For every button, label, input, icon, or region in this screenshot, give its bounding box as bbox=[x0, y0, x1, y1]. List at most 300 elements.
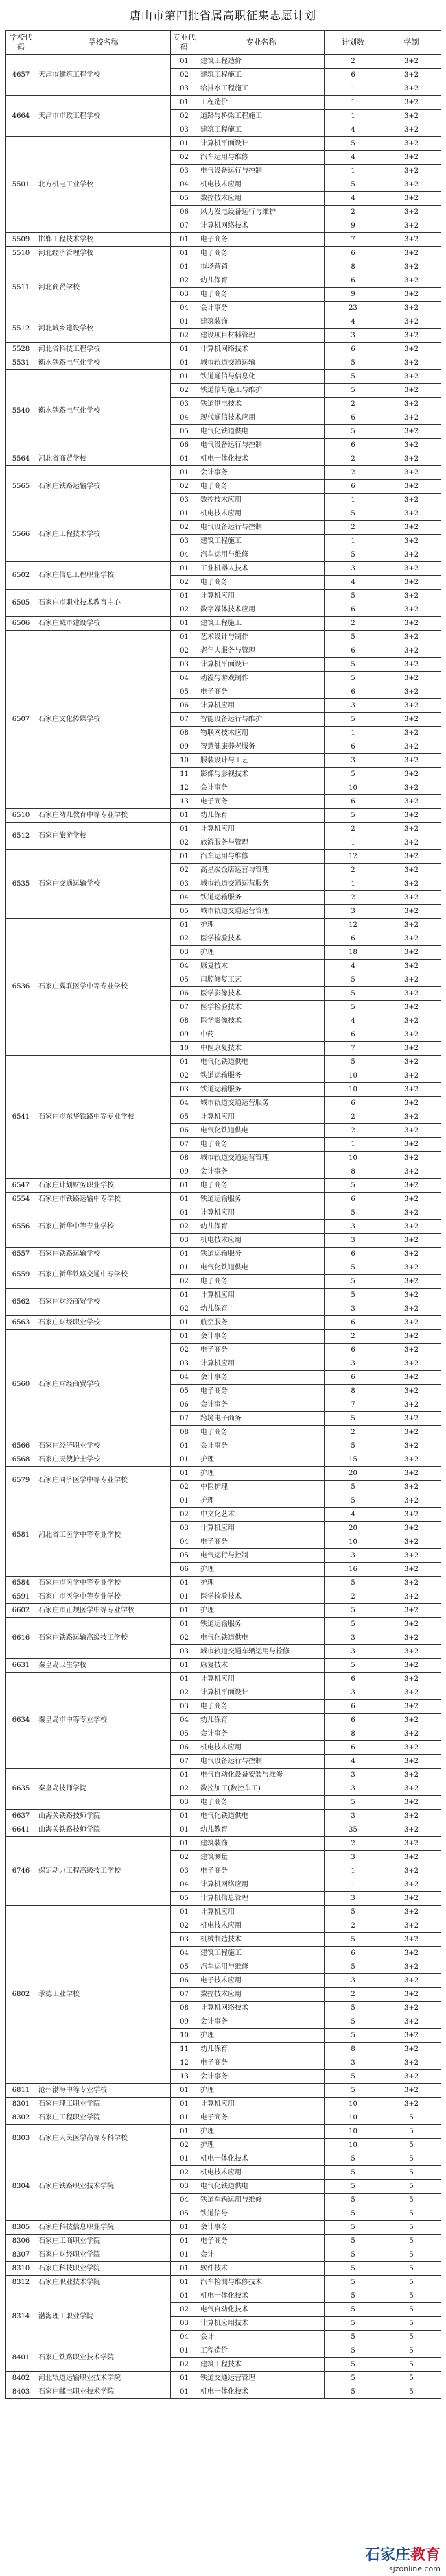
major-name-cell: 铁道运输服务 bbox=[198, 1083, 325, 1097]
major-name-cell: 机电技术应用 bbox=[198, 507, 325, 521]
length-cell: 5 bbox=[382, 2372, 441, 2385]
major-name-cell: 数字媒体技术应用 bbox=[198, 603, 325, 617]
major-name-cell: 铁道运输服务 bbox=[198, 1248, 325, 1261]
table-row bbox=[6, 2344, 441, 2358]
plan-count-cell: 6 bbox=[325, 1371, 382, 1385]
major-code-cell: 01 bbox=[171, 96, 198, 110]
length-cell: 5 bbox=[382, 2289, 441, 2303]
major-code-cell: 01 bbox=[171, 356, 198, 370]
major-name-cell: 电子商务 bbox=[198, 685, 325, 699]
plan-count-cell: 5 bbox=[325, 987, 382, 1001]
plan-count-cell: 5 bbox=[325, 2331, 382, 2344]
major-name-cell: 机电技术应用 bbox=[198, 1919, 325, 1933]
plan-count-cell: 10 bbox=[325, 1069, 382, 1083]
school-name-cell: 石家庄幼儿教育中等专业学校 bbox=[36, 809, 171, 823]
major-name-cell: 电子商务 bbox=[198, 1275, 325, 1289]
plan-count-cell: 5 bbox=[325, 590, 382, 603]
length-cell: 3+2 bbox=[382, 398, 441, 411]
major-name-cell: 老年人服务与管理 bbox=[198, 644, 325, 658]
major-name-cell: 旅游服务与管理 bbox=[198, 836, 325, 850]
length-cell: 3+2 bbox=[382, 1769, 441, 1782]
major-code-cell: 01 bbox=[171, 2125, 198, 2139]
major-name-cell: 医学检验技术 bbox=[198, 1001, 325, 1014]
length-cell: 3+2 bbox=[382, 1138, 441, 1152]
length-cell: 3+2 bbox=[382, 1481, 441, 1494]
major-name-cell: 计算机应用 bbox=[198, 1206, 325, 1220]
length-cell: 3+2 bbox=[382, 411, 441, 425]
school-code-cell: 6554 bbox=[6, 1193, 36, 1206]
major-code-cell: 06 bbox=[171, 439, 198, 452]
plan-count-cell: 5 bbox=[325, 768, 382, 781]
major-code-cell: 03 bbox=[171, 2180, 198, 2194]
major-code-cell: 02 bbox=[171, 110, 198, 123]
major-code-cell: 01 bbox=[171, 1577, 198, 1590]
length-cell: 3+2 bbox=[382, 973, 441, 987]
plan-count-cell: 18 bbox=[325, 946, 382, 960]
major-name-cell: 建筑工程造价 bbox=[198, 55, 325, 69]
length-cell: 3+2 bbox=[382, 1823, 441, 1837]
plan-count-cell: 6 bbox=[325, 247, 382, 260]
length-cell: 3+2 bbox=[382, 672, 441, 685]
school-code-cell: 8401 bbox=[6, 2344, 36, 2372]
plan-count-cell: 2 bbox=[325, 1988, 382, 2002]
plan-count-cell: 15 bbox=[325, 1453, 382, 1467]
school-code-cell: 6536 bbox=[6, 919, 36, 1056]
plan-count-cell: 5 bbox=[325, 1796, 382, 1810]
plan-count-cell: 7 bbox=[325, 1398, 382, 1412]
plan-count-cell: 2 bbox=[325, 398, 382, 411]
major-code-cell: 08 bbox=[171, 1426, 198, 1439]
major-code-cell: 01 bbox=[171, 1837, 198, 1851]
major-name-cell: 电子商务 bbox=[198, 2235, 325, 2248]
major-code-cell: 02 bbox=[171, 329, 198, 343]
plan-count-cell: 5 bbox=[325, 2029, 382, 2043]
length-cell: 3+2 bbox=[382, 2070, 441, 2084]
plan-count-cell: 5 bbox=[325, 1933, 382, 1947]
school-name-cell: 石家庄铁路运输学校 bbox=[36, 1248, 171, 1261]
major-name-cell: 电气设备运行与控制 bbox=[198, 165, 325, 178]
plan-count-cell: 4 bbox=[325, 576, 382, 590]
table-row bbox=[6, 1590, 441, 1604]
major-name-cell: 服装设计与工艺 bbox=[198, 754, 325, 768]
length-cell: 3+2 bbox=[382, 562, 441, 576]
school-code-cell: 6566 bbox=[6, 1439, 36, 1453]
major-name-cell: 高星级饭店运营与管理 bbox=[198, 864, 325, 877]
length-cell: 3+2 bbox=[382, 1892, 441, 1906]
major-name-cell: 电气设备运行与控制 bbox=[198, 439, 325, 452]
school-code-cell: 8302 bbox=[6, 2111, 36, 2125]
length-cell: 5 bbox=[382, 2180, 441, 2194]
length-cell: 3+2 bbox=[382, 151, 441, 165]
plan-count-cell: 4 bbox=[325, 960, 382, 973]
plan-count-cell: 5 bbox=[325, 1604, 382, 1618]
plan-count-cell: 2 bbox=[325, 891, 382, 905]
major-name-cell: 给排水工程施工 bbox=[198, 82, 325, 96]
length-cell: 3+2 bbox=[382, 247, 441, 260]
plan-count-cell: 1 bbox=[325, 1864, 382, 1878]
major-name-cell: 建筑装饰 bbox=[198, 1837, 325, 1851]
school-name-cell: 石家庄文化传媒学校 bbox=[36, 631, 171, 809]
major-name-cell: 计算机应用 bbox=[198, 1522, 325, 1535]
plan-count-cell: 5 bbox=[325, 2262, 382, 2276]
school-name-cell: 石家庄财经商贸学校 bbox=[36, 1289, 171, 1316]
plan-count-cell: 4 bbox=[325, 192, 382, 206]
length-cell: 3+2 bbox=[382, 2029, 441, 2043]
major-name-cell: 计算机应用 bbox=[198, 1289, 325, 1302]
major-code-cell: 02 bbox=[171, 1275, 198, 1289]
length-cell: 3+2 bbox=[382, 1988, 441, 2002]
length-cell: 3+2 bbox=[382, 1563, 441, 1577]
plan-count-cell: 2 bbox=[325, 521, 382, 535]
major-code-cell: 02 bbox=[171, 644, 198, 658]
school-name-cell: 石家庄工程技术学校 bbox=[36, 507, 171, 562]
school-name-cell: 石家庄新华中等专业学校 bbox=[36, 1206, 171, 1248]
plan-count-cell: 3 bbox=[325, 1974, 382, 1988]
major-name-cell: 城市轨道交通运营管理 bbox=[198, 1152, 325, 1165]
plan-count-cell: 1 bbox=[325, 96, 382, 110]
major-name-cell: 电子商务 bbox=[198, 247, 325, 260]
major-name-cell: 会计事务 bbox=[198, 781, 325, 795]
major-name-cell: 铁道运输服务 bbox=[198, 1193, 325, 1206]
length-cell: 3+2 bbox=[382, 274, 441, 288]
school-code-cell: 6507 bbox=[6, 631, 36, 809]
length-cell: 5 bbox=[382, 2331, 441, 2344]
major-name-cell: 电气自动化技术 bbox=[198, 2303, 325, 2317]
major-code-cell: 03 bbox=[171, 877, 198, 891]
plan-count-cell: 6 bbox=[325, 274, 382, 288]
major-code-cell: 07 bbox=[171, 1412, 198, 1426]
plan-count-cell: 6 bbox=[325, 1947, 382, 1960]
major-name-cell: 建筑工程施工 bbox=[198, 123, 325, 137]
length-cell: 3+2 bbox=[382, 1042, 441, 1056]
school-code-cell: 5540 bbox=[6, 370, 36, 452]
length-cell: 3+2 bbox=[382, 288, 441, 302]
length-cell: 3+2 bbox=[382, 1974, 441, 1988]
school-name-cell: 石家庄科技职业学院 bbox=[36, 2262, 171, 2276]
length-cell: 3+2 bbox=[382, 768, 441, 781]
plan-count-cell: 6 bbox=[325, 1097, 382, 1110]
plan-count-cell: 2 bbox=[325, 1110, 382, 1124]
length-cell: 3+2 bbox=[382, 548, 441, 562]
major-code-cell: 02 bbox=[171, 2166, 198, 2180]
length-cell: 5 bbox=[382, 2317, 441, 2331]
major-code-cell: 05 bbox=[171, 192, 198, 206]
plan-count-cell: 6 bbox=[325, 1714, 382, 1727]
plan-count-cell: 5 bbox=[325, 672, 382, 685]
length-cell: 3+2 bbox=[382, 1234, 441, 1248]
length-cell: 3+2 bbox=[382, 384, 441, 398]
major-code-cell: 02 bbox=[171, 1302, 198, 1316]
major-name-cell: 计算机网络技术 bbox=[198, 219, 325, 233]
school-name-cell: 北方机电工业学校 bbox=[36, 137, 171, 233]
major-code-cell: 01 bbox=[171, 1618, 198, 1631]
length-cell: 3+2 bbox=[382, 2098, 441, 2111]
length-cell: 3+2 bbox=[382, 1001, 441, 1014]
major-name-cell: 机电技术应用 bbox=[198, 1741, 325, 1755]
major-name-cell: 数控技术应用 bbox=[198, 494, 325, 507]
plan-count-cell: 12 bbox=[325, 919, 382, 932]
length-cell: 3+2 bbox=[382, 2015, 441, 2029]
length-cell: 3+2 bbox=[382, 233, 441, 247]
major-name-cell: 铁道运输服务 bbox=[198, 1618, 325, 1631]
plan-count-cell: 4 bbox=[325, 123, 382, 137]
major-code-cell: 05 bbox=[171, 1385, 198, 1398]
school-name-cell: 石家庄财经商贸学校 bbox=[36, 1330, 171, 1439]
plan-count-cell: 5 bbox=[325, 2207, 382, 2221]
major-name-cell: 铁道运输服务 bbox=[198, 891, 325, 905]
table-row bbox=[6, 2221, 441, 2235]
school-code-cell: 5531 bbox=[6, 356, 36, 370]
length-cell: 3+2 bbox=[382, 809, 441, 823]
table-row bbox=[6, 1056, 441, 1069]
length-cell: 3+2 bbox=[382, 932, 441, 946]
major-name-cell: 铁道交通运营管理 bbox=[198, 2372, 325, 2385]
length-cell: 3+2 bbox=[382, 877, 441, 891]
plan-count-cell: 3 bbox=[325, 1234, 382, 1248]
major-name-cell: 城市轨道交通车辆运用与检修 bbox=[198, 1645, 325, 1659]
plan-count-cell: 5 bbox=[325, 425, 382, 439]
plan-count-cell: 5 bbox=[325, 1481, 382, 1494]
school-code-cell: 6556 bbox=[6, 1206, 36, 1248]
major-code-cell: 02 bbox=[171, 2358, 198, 2372]
major-code-cell: 07 bbox=[171, 219, 198, 233]
major-name-cell: 工程造价 bbox=[198, 96, 325, 110]
plan-count-cell: 5 bbox=[325, 2002, 382, 2015]
plan-count-cell: 5 bbox=[325, 2180, 382, 2194]
school-name-cell: 石家庄交通运输学校 bbox=[36, 850, 171, 919]
length-cell: 5 bbox=[382, 2111, 441, 2125]
table-row bbox=[6, 562, 441, 576]
major-code-cell: 03 bbox=[171, 1933, 198, 1947]
major-code-cell: 04 bbox=[171, 1535, 198, 1549]
length-cell: 3+2 bbox=[382, 836, 441, 850]
length-cell: 3+2 bbox=[382, 1316, 441, 1330]
table-row bbox=[6, 1439, 441, 1453]
major-code-cell: 11 bbox=[171, 2043, 198, 2056]
major-name-cell: 风力发电设备运行与维护 bbox=[198, 206, 325, 219]
major-name-cell: 会计事务 bbox=[198, 1439, 325, 1453]
length-cell: 3+2 bbox=[382, 1165, 441, 1179]
major-code-cell: 01 bbox=[171, 260, 198, 274]
plan-count-cell: 7 bbox=[325, 233, 382, 247]
length-cell: 5 bbox=[382, 2262, 441, 2276]
major-name-cell: 机电技术应用 bbox=[198, 178, 325, 192]
plan-count-cell: 23 bbox=[325, 302, 382, 315]
length-cell: 3+2 bbox=[382, 1385, 441, 1398]
major-name-cell: 电气运行与控制 bbox=[198, 1549, 325, 1563]
plan-count-cell: 5 bbox=[325, 507, 382, 521]
major-name-cell: 护理 bbox=[198, 1453, 325, 1467]
major-code-cell: 01 bbox=[171, 1453, 198, 1467]
plan-count-cell: 6 bbox=[325, 932, 382, 946]
major-code-cell: 12 bbox=[171, 2056, 198, 2070]
major-name-cell: 计算机应用 bbox=[198, 1673, 325, 1686]
length-cell: 3+2 bbox=[382, 1933, 441, 1947]
major-name-cell: 会计事务 bbox=[198, 466, 325, 480]
major-code-cell: 09 bbox=[171, 2015, 198, 2029]
table-body bbox=[6, 55, 441, 2399]
major-name-cell: 会计事务 bbox=[198, 302, 325, 315]
major-name-cell: 电子商务 bbox=[198, 1179, 325, 1193]
plan-count-cell: 5 bbox=[325, 2152, 382, 2166]
school-name-cell: 秦皇岛技师学院 bbox=[36, 1769, 171, 1810]
major-code-cell: 06 bbox=[171, 1974, 198, 1988]
major-name-cell: 工业机器人技术 bbox=[198, 562, 325, 576]
school-name-cell: 石家庄市医学中等专业学校 bbox=[36, 1577, 171, 1590]
length-cell: 3+2 bbox=[382, 192, 441, 206]
major-name-cell: 航空服务 bbox=[198, 1316, 325, 1330]
major-code-cell: 09 bbox=[171, 740, 198, 754]
length-cell: 3+2 bbox=[382, 1412, 441, 1426]
major-code-cell: 01 bbox=[171, 1289, 198, 1302]
school-name-cell: 石家庄人民医学高等专科学校 bbox=[36, 2125, 171, 2152]
major-code-cell: 01 bbox=[171, 2152, 198, 2166]
plan-count-cell: 1 bbox=[325, 82, 382, 96]
major-code-cell: 01 bbox=[171, 1494, 198, 1508]
school-code-cell: 6637 bbox=[6, 1810, 36, 1823]
length-cell: 3+2 bbox=[382, 699, 441, 713]
length-cell: 3+2 bbox=[382, 1028, 441, 1042]
school-code-cell: 6746 bbox=[6, 1837, 36, 1906]
major-code-cell: 01 bbox=[171, 1316, 198, 1330]
major-name-cell: 电子技术应用 bbox=[198, 1974, 325, 1988]
length-cell: 3+2 bbox=[382, 864, 441, 877]
table-row bbox=[6, 919, 441, 932]
table-row bbox=[6, 356, 441, 370]
plan-count-cell: 2 bbox=[325, 1330, 382, 1344]
length-cell: 3+2 bbox=[382, 1083, 441, 1097]
length-cell: 3+2 bbox=[382, 781, 441, 795]
major-code-cell: 01 bbox=[171, 1467, 198, 1481]
length-cell: 3+2 bbox=[382, 206, 441, 219]
major-code-cell: 04 bbox=[171, 1371, 198, 1385]
major-name-cell: 电子商务 bbox=[198, 795, 325, 809]
length-cell: 3+2 bbox=[382, 2043, 441, 2056]
major-code-cell: 08 bbox=[171, 2002, 198, 2015]
major-name-cell: 口腔修复工艺 bbox=[198, 973, 325, 987]
major-code-cell: 01 bbox=[171, 2098, 198, 2111]
plan-count-cell: 6 bbox=[325, 1316, 382, 1330]
major-code-cell: 01 bbox=[171, 823, 198, 836]
major-name-cell: 护理 bbox=[198, 946, 325, 960]
major-name-cell: 智慧健康养老服务 bbox=[198, 740, 325, 754]
major-name-cell: 医学检验技术 bbox=[198, 1590, 325, 1604]
major-code-cell: 09 bbox=[171, 1028, 198, 1042]
plan-count-cell: 9 bbox=[325, 219, 382, 233]
school-code-cell: 5511 bbox=[6, 260, 36, 315]
length-cell: 3+2 bbox=[382, 535, 441, 548]
major-name-cell: 艺术设计与制作 bbox=[198, 631, 325, 644]
major-code-cell: 02 bbox=[171, 274, 198, 288]
plan-count-cell: 2 bbox=[325, 1919, 382, 1933]
major-name-cell: 会计 bbox=[198, 2331, 325, 2344]
major-code-cell: 03 bbox=[171, 1357, 198, 1371]
plan-count-cell: 1 bbox=[325, 165, 382, 178]
major-code-cell: 06 bbox=[171, 1741, 198, 1755]
length-cell: 3+2 bbox=[382, 1110, 441, 1124]
major-code-cell: 03 bbox=[171, 123, 198, 137]
major-name-cell: 电气化铁道供电 bbox=[198, 1810, 325, 1823]
major-code-cell: 02 bbox=[171, 1631, 198, 1645]
major-name-cell: 幼儿保育 bbox=[198, 274, 325, 288]
length-cell: 5 bbox=[382, 2152, 441, 2166]
school-code-cell: 6591 bbox=[6, 1590, 36, 1604]
school-code-cell: 5566 bbox=[6, 507, 36, 562]
plan-count-cell: 2 bbox=[325, 823, 382, 836]
major-name-cell: 建筑工程技术 bbox=[198, 2358, 325, 2372]
length-cell: 5 bbox=[382, 2248, 441, 2262]
plan-count-cell: 5 bbox=[325, 2015, 382, 2029]
plan-count-cell: 5 bbox=[325, 1412, 382, 1426]
major-name-cell: 护理 bbox=[198, 1604, 325, 1618]
table-row bbox=[6, 2262, 441, 2276]
length-cell: 3+2 bbox=[382, 96, 441, 110]
length-cell: 3+2 bbox=[382, 1837, 441, 1851]
major-code-cell: 02 bbox=[171, 480, 198, 494]
school-code-cell: 6811 bbox=[6, 2084, 36, 2098]
major-name-cell: 铁道运输服务 bbox=[198, 1069, 325, 1083]
major-code-cell: 10 bbox=[171, 754, 198, 768]
school-code-cell: 6506 bbox=[6, 617, 36, 631]
table-row bbox=[6, 1179, 441, 1193]
plan-count-cell: 10 bbox=[325, 1152, 382, 1165]
table-row bbox=[6, 1494, 441, 1508]
school-code-cell: 8312 bbox=[6, 2276, 36, 2289]
length-cell: 3+2 bbox=[382, 219, 441, 233]
major-code-cell: 02 bbox=[171, 1481, 198, 1494]
plan-count-cell: 4 bbox=[325, 315, 382, 329]
plan-count-cell: 7 bbox=[325, 1042, 382, 1056]
length-cell: 3+2 bbox=[382, 1152, 441, 1165]
plan-count-cell: 10 bbox=[325, 2111, 382, 2125]
school-name-cell: 石家庄工程职业学院 bbox=[36, 2111, 171, 2125]
school-name-cell: 河北经济管理学校 bbox=[36, 247, 171, 260]
length-cell: 3+2 bbox=[382, 521, 441, 535]
plan-count-cell: 5 bbox=[325, 1289, 382, 1302]
length-cell: 5 bbox=[382, 2303, 441, 2317]
major-name-cell: 铁道信号 bbox=[198, 2207, 325, 2221]
table-row bbox=[6, 2084, 441, 2098]
major-code-cell: 05 bbox=[171, 1892, 198, 1906]
table-row bbox=[6, 247, 441, 260]
school-name-cell: 石家庄旅游学校 bbox=[36, 823, 171, 850]
major-name-cell: 中医护理 bbox=[198, 1481, 325, 1494]
plan-count-cell: 5 bbox=[325, 1056, 382, 1069]
major-name-cell: 道路与桥梁工程施工 bbox=[198, 110, 325, 123]
school-code-cell: 6563 bbox=[6, 1316, 36, 1330]
major-code-cell: 01 bbox=[171, 590, 198, 603]
major-name-cell: 铁道供电技术 bbox=[198, 398, 325, 411]
plan-count-cell: 20 bbox=[325, 1467, 382, 1481]
school-name-cell: 保定动力工程高级技工学校 bbox=[36, 1837, 171, 1906]
major-code-cell: 01 bbox=[171, 452, 198, 466]
school-code-cell: 8314 bbox=[6, 2289, 36, 2344]
school-code-cell: 4664 bbox=[6, 96, 36, 137]
length-cell: 3+2 bbox=[382, 1947, 441, 1960]
table-row bbox=[6, 2111, 441, 2125]
plan-count-cell: 2 bbox=[325, 617, 382, 631]
school-name-cell: 河北省科技工程学校 bbox=[36, 343, 171, 356]
length-cell: 5 bbox=[382, 2276, 441, 2289]
table-row bbox=[6, 233, 441, 247]
major-name-cell: 汽车检测与维修技术 bbox=[198, 2276, 325, 2289]
table-row bbox=[6, 1453, 441, 1467]
table-row bbox=[6, 1769, 441, 1782]
major-name-cell: 电子商务 bbox=[198, 2111, 325, 2125]
major-code-cell: 01 bbox=[171, 1823, 198, 1837]
school-code-cell: 6584 bbox=[6, 1577, 36, 1590]
major-code-cell: 05 bbox=[171, 685, 198, 699]
